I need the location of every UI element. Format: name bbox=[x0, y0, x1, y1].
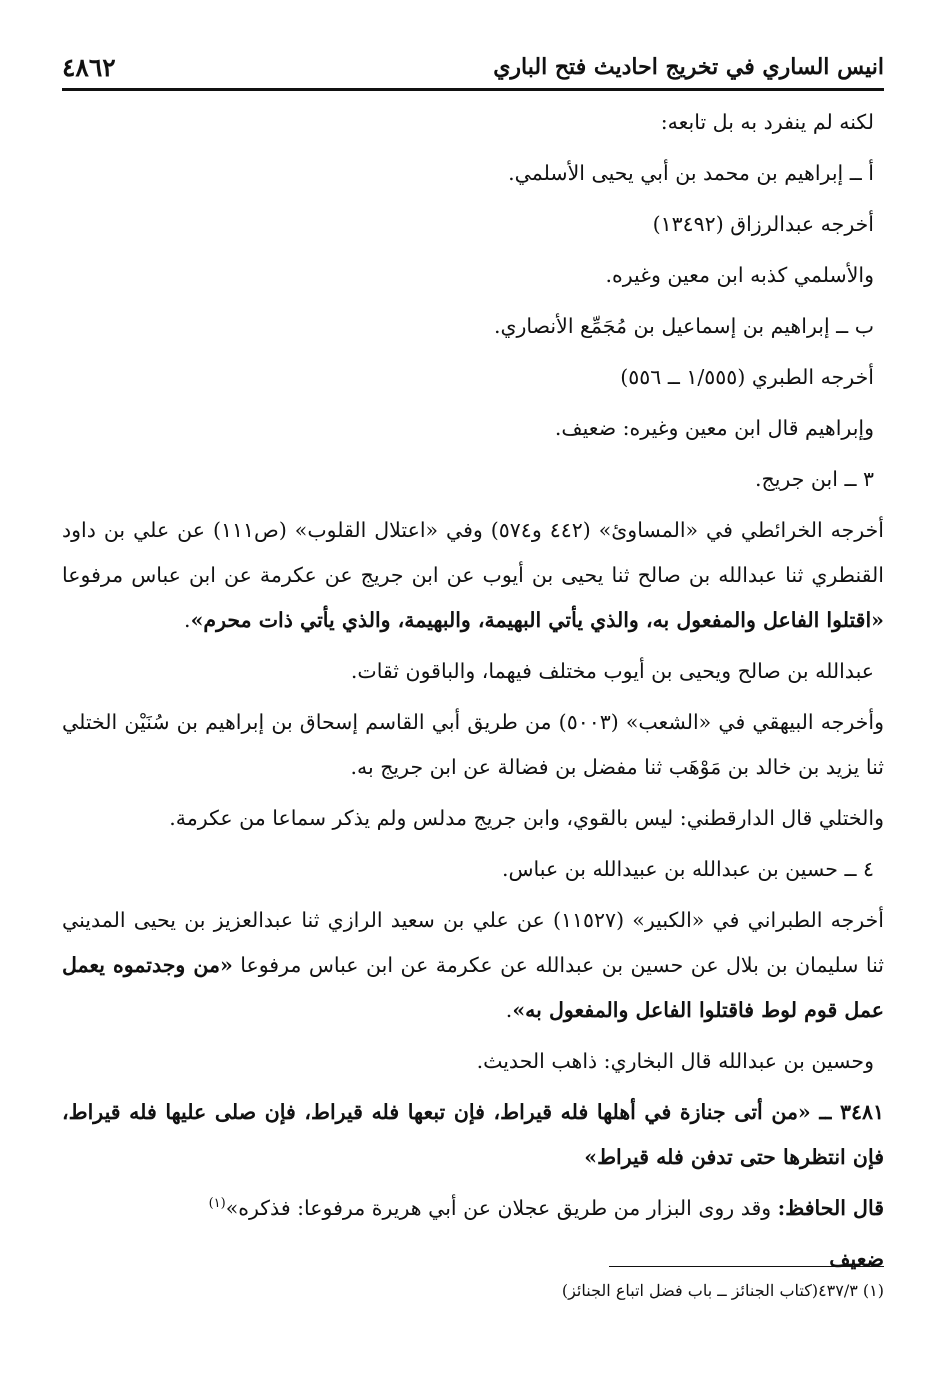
text: أخرجه الطبراني في «الكبير» (١١٥٢٧) عن علي بن سعيد الرازي ثنا عبدالعزيز بن يحيى المديني ثنا سليمان بن بلال عن حسين بن عبدالله عن عكرمة عن ابن عباس مرفوعا bbox=[62, 908, 884, 977]
footnote-marker: (١) bbox=[208, 1196, 226, 1212]
paragraph: وأخرجه البيهقي في «الشعب» (٥٠٠٣) من طريق أبي القاسم إسحاق بن إبراهيم بن سُنَيْن الختلي ثنا يزيد بن خالد بن مَوْهَب ثنا مفضل بن فضالة عن ابن جريج به. bbox=[62, 710, 885, 779]
paragraph-kharaiti bbox=[62, 508, 884, 643]
hafiz-paragraph bbox=[62, 1186, 884, 1231]
paragraph: وإبراهيم قال ابن معين وغيره: ضعيف. bbox=[554, 416, 874, 440]
text: . bbox=[184, 608, 191, 632]
hafiz-text: وقد روى البزار من طريق عجلان عن أبي هريرة مرفوعا: فذكره» bbox=[225, 1196, 778, 1220]
verdict: ضعيف bbox=[829, 1247, 884, 1271]
paragraph: والأسلمي كذبه ابن معين وغيره. bbox=[605, 263, 874, 287]
footnote: (١) ٤٣٧/٣(كتاب الجنائز ــ باب فضل اتباع الجنائز) bbox=[561, 1281, 884, 1300]
page-number: ٤٨٦٢ bbox=[62, 53, 116, 82]
running-title: انيس الساري في تخريج احاديث فتح الباري bbox=[493, 54, 884, 80]
text: أخرجه الخرائطي في «المساوئ» (٤٤٢ و٥٧٤) وفي «اعتلال القلوب» (ص١١١) عن علي بن داود القنطري ثنا عبدالله بن صالح ثنا يحيى بن أيوب عن ابن جريج عن عكرمة عن ابن عباس مرفوعا bbox=[62, 518, 884, 587]
hadith-quote: «من وجدتموه يعمل عمل قوم لوط فاقتلوا الفاعل والمفعول به» bbox=[62, 953, 884, 1022]
hafiz-label: قال الحافظ: bbox=[777, 1196, 884, 1220]
paragraph: ٤ ــ حسين بن عبدالله بن عبيدالله بن عباس. bbox=[501, 857, 874, 881]
page-body bbox=[62, 100, 884, 1288]
paragraph: ب ــ إبراهيم بن إسماعيل بن مُجَمِّع الأنصاري. bbox=[493, 314, 874, 338]
paragraph-tabarani bbox=[62, 898, 884, 1033]
paragraph: أخرجه عبدالرزاق (١٣٤٩٢) bbox=[652, 212, 874, 236]
paragraph: عبدالله بن صالح ويحيى بن أيوب مختلف فيهما، والباقون ثقات. bbox=[350, 659, 874, 683]
hadith-heading: ٣٤٨١ ــ «من أتى جنازة في أهلها فله قيراط، فإن تبعها فله قيراط، فإن صلى عليها فله قيراط، فإن انتظرها حتى تدفن فله قيراط» bbox=[62, 1100, 884, 1169]
text: . bbox=[505, 998, 513, 1022]
paragraph: أ ــ إبراهيم بن محمد بن أبي يحيى الأسلمي. bbox=[508, 161, 874, 185]
paragraph: وحسين بن عبدالله قال البخاري: ذاهب الحديث. bbox=[476, 1049, 874, 1073]
paragraph: ٣ ــ ابن جريج. bbox=[754, 467, 874, 491]
paragraph: أخرجه الطبري (١/٥٥٥ ــ ٥٥٦) bbox=[620, 365, 874, 389]
paragraph: لكنه لم ينفرد به بل تابعه: bbox=[660, 110, 874, 134]
page-header bbox=[62, 38, 884, 91]
paragraph: والختلي قال الدارقطني: ليس بالقوي، وابن جريج مدلس ولم يذكر سماعا من عكرمة. bbox=[169, 806, 884, 830]
hadith-quote: «اقتلوا الفاعل والمفعول به، والذي يأتي البهيمة، والبهيمة، والذي يأتي ذات محرم» bbox=[190, 608, 884, 632]
footnote-divider bbox=[609, 1266, 884, 1267]
